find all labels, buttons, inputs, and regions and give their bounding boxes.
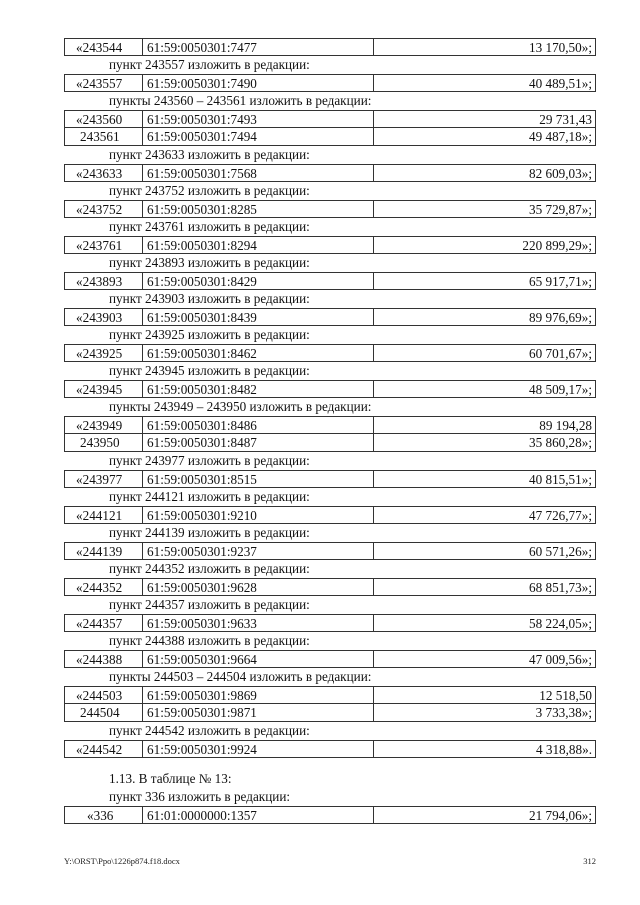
cadastral-number: 61:01:0000000:1357 bbox=[143, 807, 374, 823]
amendment-instruction: пункт 244542 изложить в редакции: bbox=[109, 723, 310, 738]
table-row bbox=[64, 542, 596, 560]
item-number: «243752 bbox=[65, 201, 143, 217]
amendment-instruction: пункт 243945 изложить в редакции: bbox=[109, 363, 310, 378]
page-number: 312 bbox=[583, 856, 596, 866]
cadastral-value: 220 899,29»; bbox=[522, 238, 592, 253]
table-row bbox=[64, 434, 596, 452]
cadastral-number: 61:59:0050301:7568 bbox=[143, 165, 374, 181]
table-row bbox=[64, 614, 596, 632]
item-number: «243977 bbox=[65, 471, 143, 487]
item-number: «243544 bbox=[65, 39, 143, 55]
cadastral-number: 61:59:0050301:9869 bbox=[143, 687, 374, 703]
section-1-13 bbox=[64, 770, 596, 824]
table-12-continuation bbox=[64, 38, 596, 758]
cadastral-number: 61:59:0050301:8439 bbox=[143, 309, 374, 325]
amendment-instruction: пункт 243925 изложить в редакции: bbox=[109, 327, 310, 342]
amendment-instruction: пункт 244121 изложить в редакции: bbox=[109, 489, 310, 504]
item-number: «336 bbox=[65, 807, 143, 823]
item-number: «244139 bbox=[65, 543, 143, 559]
cadastral-number: 61:59:0050301:7477 bbox=[143, 39, 374, 55]
cadastral-value: 4 318,88». bbox=[535, 742, 592, 757]
item-number: 243561 bbox=[65, 128, 143, 145]
table-row bbox=[64, 470, 596, 488]
amendment-instruction: пункт 243761 изложить в редакции: bbox=[109, 219, 310, 234]
cadastral-number: 61:59:0050301:8487 bbox=[143, 434, 374, 451]
item-number: «244503 bbox=[65, 687, 143, 703]
item-number: «244357 bbox=[65, 615, 143, 631]
table-row bbox=[64, 308, 596, 326]
item-number: «244352 bbox=[65, 579, 143, 595]
cadastral-value: 40 489,51»; bbox=[528, 76, 592, 91]
item-number: «243949 bbox=[65, 417, 143, 433]
cadastral-value: 35 860,28»; bbox=[528, 435, 592, 450]
cadastral-number: 61:59:0050301:9628 bbox=[143, 579, 374, 595]
table-row bbox=[64, 272, 596, 290]
item-number: «243557 bbox=[65, 75, 143, 91]
amendment-instruction: пункт 244388 изложить в редакции: bbox=[109, 633, 310, 648]
item-number: «243633 bbox=[65, 165, 143, 181]
amendment-instruction: пункты 244503 – 244504 изложить в редакции: bbox=[109, 669, 372, 684]
cadastral-value: 60 571,26»; bbox=[528, 544, 592, 559]
cadastral-value: 89 976,69»; bbox=[528, 310, 592, 325]
amendment-instruction: пункт 244139 изложить в редакции: bbox=[109, 525, 310, 540]
amendment-instruction: пункт 243903 изложить в редакции: bbox=[109, 291, 310, 306]
amendment-instruction: пункт 243633 изложить в редакции: bbox=[109, 147, 310, 162]
cadastral-value: 82 609,03»; bbox=[528, 166, 592, 181]
item-number: 244504 bbox=[65, 704, 143, 721]
cadastral-number: 61:59:0050301:8515 bbox=[143, 471, 374, 487]
table-row bbox=[64, 164, 596, 182]
table-row bbox=[64, 128, 596, 146]
table-row bbox=[64, 650, 596, 668]
cadastral-number: 61:59:0050301:9664 bbox=[143, 651, 374, 667]
item-number: «244121 bbox=[65, 507, 143, 523]
cadastral-number: 61:59:0050301:9871 bbox=[143, 704, 374, 721]
item-number: 243950 bbox=[65, 434, 143, 451]
item-number: «243925 bbox=[65, 345, 143, 361]
amendment-instruction: пункт 243557 изложить в редакции: bbox=[109, 57, 310, 72]
amendment-instruction: пункт 243752 изложить в редакции: bbox=[109, 183, 310, 198]
cadastral-value: 35 729,87»; bbox=[528, 202, 592, 217]
cadastral-number: 61:59:0050301:9210 bbox=[143, 507, 374, 523]
cadastral-value: 29 731,43 bbox=[539, 112, 592, 127]
section-title: 1.13. В таблице № 13: bbox=[109, 771, 232, 786]
cadastral-number: 61:59:0050301:7493 bbox=[143, 111, 374, 127]
file-path: Y:\ORST\Ppo\1226p874.f18.docx bbox=[64, 856, 180, 866]
table-row bbox=[64, 236, 596, 254]
cadastral-value: 40 815,51»; bbox=[528, 472, 592, 487]
cadastral-number: 61:59:0050301:9924 bbox=[143, 741, 374, 757]
cadastral-number: 61:59:0050301:8482 bbox=[143, 381, 374, 397]
table-row bbox=[64, 74, 596, 92]
amendment-instruction: пункт 244352 изложить в редакции: bbox=[109, 561, 310, 576]
cadastral-number: 61:59:0050301:8285 bbox=[143, 201, 374, 217]
table-row bbox=[64, 578, 596, 596]
cadastral-value: 58 224,05»; bbox=[528, 616, 592, 631]
table-row bbox=[64, 740, 596, 758]
item-number: «244542 bbox=[65, 741, 143, 757]
table-row bbox=[64, 380, 596, 398]
item-number: «243761 bbox=[65, 237, 143, 253]
item-number: «243903 bbox=[65, 309, 143, 325]
cadastral-number: 61:59:0050301:7490 bbox=[143, 75, 374, 91]
cadastral-value: 3 733,38»; bbox=[535, 705, 592, 720]
cadastral-number: 61:59:0050301:8294 bbox=[143, 237, 374, 253]
cadastral-number: 61:59:0050301:9633 bbox=[143, 615, 374, 631]
cadastral-value: 89 194,28 bbox=[539, 418, 592, 433]
amendment-instruction: пункт 243977 изложить в редакции: bbox=[109, 453, 310, 468]
amendment-instruction: пункт 243893 изложить в редакции: bbox=[109, 255, 310, 270]
amendment-instruction: пункты 243949 – 243950 изложить в редакции: bbox=[109, 399, 372, 414]
cadastral-value: 60 701,67»; bbox=[528, 346, 592, 361]
cadastral-value: 49 487,18»; bbox=[528, 129, 592, 144]
cadastral-number: 61:59:0050301:7494 bbox=[143, 128, 374, 145]
amendment-instruction: пункты 243560 – 243561 изложить в редакции: bbox=[109, 93, 372, 108]
cadastral-value: 65 917,71»; bbox=[528, 274, 592, 289]
cadastral-value: 21 794,06»; bbox=[528, 808, 592, 823]
cadastral-value: 13 170,50»; bbox=[528, 40, 592, 55]
table-row bbox=[64, 38, 596, 56]
item-number: «243893 bbox=[65, 273, 143, 289]
table-row bbox=[64, 686, 596, 704]
table-row bbox=[64, 506, 596, 524]
cadastral-value: 47 726,77»; bbox=[528, 508, 592, 523]
cadastral-number: 61:59:0050301:8429 bbox=[143, 273, 374, 289]
cadastral-value: 47 009,56»; bbox=[528, 652, 592, 667]
amendment-instruction: пункт 244357 изложить в редакции: bbox=[109, 597, 310, 612]
cadastral-value: 48 509,17»; bbox=[528, 382, 592, 397]
cadastral-value: 12 518,50 bbox=[539, 688, 592, 703]
table-row bbox=[64, 110, 596, 128]
item-number: «244388 bbox=[65, 651, 143, 667]
table-row bbox=[64, 200, 596, 218]
cadastral-number: 61:59:0050301:8486 bbox=[143, 417, 374, 433]
table-row bbox=[64, 806, 596, 824]
table-row bbox=[64, 416, 596, 434]
cadastral-value: 68 851,73»; bbox=[528, 580, 592, 595]
table-row bbox=[64, 704, 596, 722]
cadastral-number: 61:59:0050301:8462 bbox=[143, 345, 374, 361]
item-number: «243945 bbox=[65, 381, 143, 397]
table-row bbox=[64, 344, 596, 362]
amendment-instruction: пункт 336 изложить в редакции: bbox=[109, 789, 291, 804]
cadastral-number: 61:59:0050301:9237 bbox=[143, 543, 374, 559]
item-number: «243560 bbox=[65, 111, 143, 127]
